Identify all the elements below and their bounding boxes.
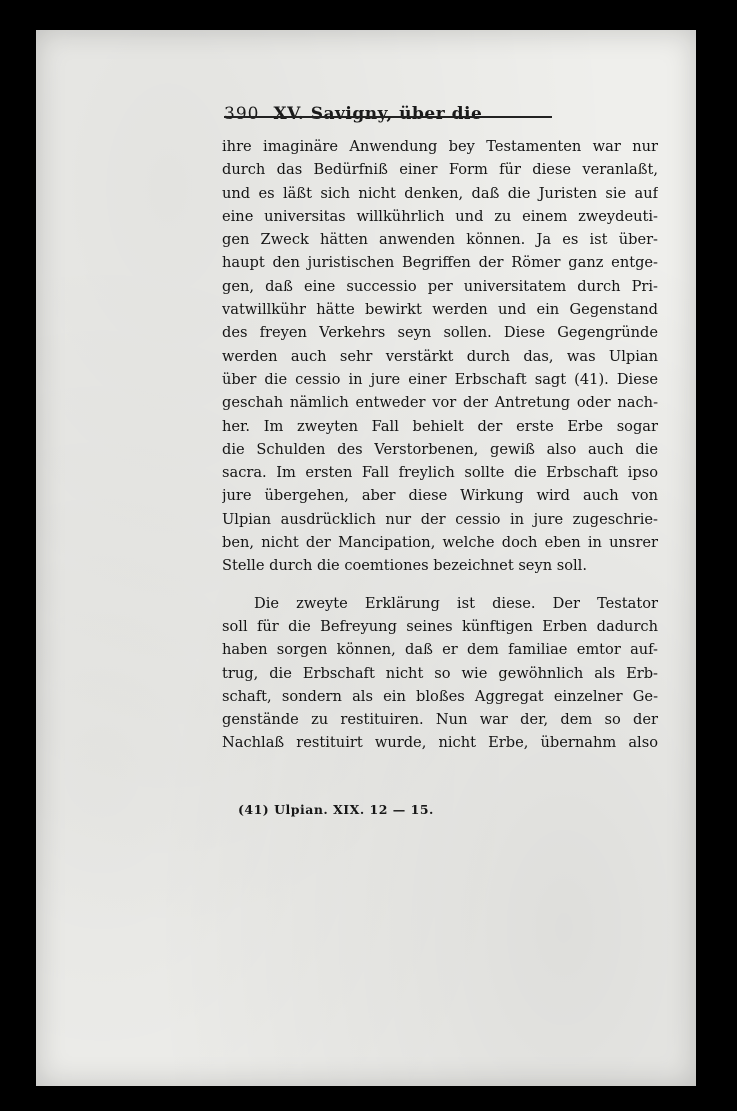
text-line: eine universitas willkührlich und zu einem zweydeuti- (222, 207, 658, 225)
paragraph-1 (222, 135, 658, 578)
text-line: her. Im zweyten Fall behielt der erste Erbe sogar (222, 417, 658, 435)
text-line: trug, die Erbschaft nicht so wie gewöhnlich als Erb- (222, 664, 658, 682)
text-line: vatwillkühr hätte bewirkt werden und ein Gegenstand (222, 301, 658, 319)
text-line: Nachlaß restituirt wurde, nicht Erbe, übernahm also (222, 734, 658, 752)
text-line: haupt den juristischen Begriffen der Römer ganz entge- (222, 254, 658, 272)
text-line: jure übergehen, aber diese Wirkung wird auch von (222, 487, 658, 505)
text-line: soll für die Befreyung seines künftigen Erben dadurch (222, 617, 658, 635)
text-line: ihre imaginäre Anwendung bey Testamenten war nur (222, 138, 658, 155)
text-line: durch das Bedürfniß einer Form für diese veranlaßt, (222, 161, 658, 179)
paragraph-2 (222, 592, 658, 755)
text-line: die Schulden des Verstorbenen, gewiß also auch die (222, 440, 658, 458)
text-line: geschah nämlich entweder vor der Antretung oder nach- (222, 394, 658, 412)
page-number: 390 (224, 104, 260, 124)
paragraph-gap (222, 578, 658, 592)
text-line: gen Zweck hätten anwenden können. Ja es ist über- (222, 231, 658, 249)
footnote: (41) Ulpian. XIX. 12 — 15. (238, 802, 434, 817)
text-line: werden auch sehr verstärkt durch das, was Ulpian (222, 347, 658, 365)
running-header (224, 104, 554, 124)
text-line: schaft, sondern als ein bloßes Aggregat einzelner Ge- (222, 687, 658, 705)
text-line: gen, daß eine successio per universitatem durch Pri- (222, 277, 658, 295)
text-line: und es läßt sich nicht denken, daß die Juristen sie auf (222, 184, 658, 202)
text-line: des freyen Verkehrs seyn sollen. Diese Gegengründe (222, 324, 658, 342)
header-rule (224, 116, 552, 118)
main-text (222, 135, 658, 755)
text-line: sacra. Im ersten Fall freylich sollte die Erbschaft ipso (222, 464, 658, 482)
text-line: genstände zu restituiren. Nun war der, dem so der (222, 711, 658, 729)
text-line: Stelle durch die coemtiones bezeichnet seyn soll. (222, 557, 587, 575)
text-line: Die zweyte Erklärung ist diese. Der Testator (254, 594, 658, 612)
running-title: XV. Savigny, über die (273, 104, 483, 124)
text-line: ben, nicht der Mancipation, welche doch eben in unsrer (222, 534, 658, 552)
text-line: über die cessio in jure einer Erbschaft sagt (41). Diese (222, 370, 658, 388)
text-line: Ulpian ausdrücklich nur der cessio in jure zugeschrie- (222, 510, 658, 528)
text-line: haben sorgen können, daß er dem familiae emtor auf- (222, 641, 658, 659)
